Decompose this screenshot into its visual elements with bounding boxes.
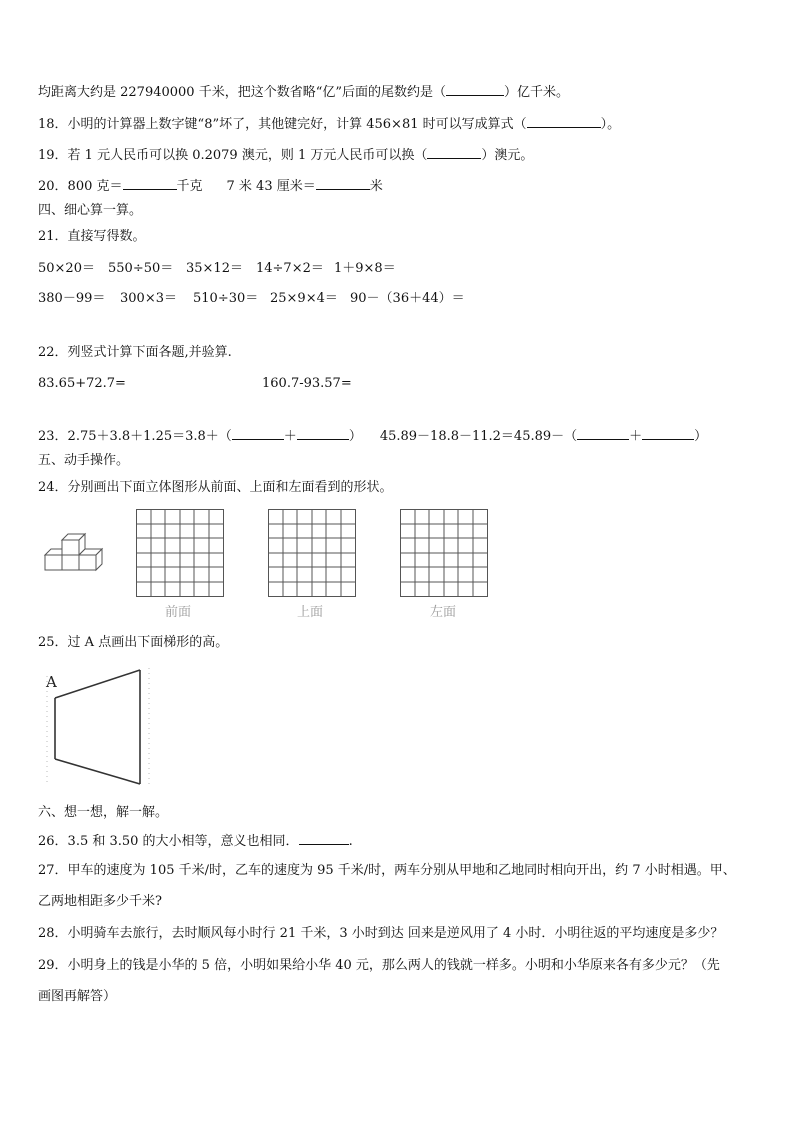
q20-part1-a: 20．800 克＝	[38, 179, 123, 194]
question-22-title: 22．列竖式计算下面各题,并验算.	[38, 345, 232, 360]
section-6-heading: 六、想一想，解一解。	[38, 805, 169, 820]
question-20	[38, 177, 383, 195]
q23-blank-4[interactable]	[642, 427, 694, 440]
q21-r1-c3: 35×12＝	[186, 261, 243, 276]
q18-text-b: ）。	[600, 117, 621, 132]
q20-part1-b: 千克	[176, 179, 203, 194]
q22-expression-1: 83.65+72.7=	[38, 376, 126, 391]
q26-answer-blank[interactable]	[299, 832, 349, 845]
q21-r1-c1: 50×20＝	[38, 261, 95, 276]
q21-r2-c3: 510÷30＝	[193, 291, 259, 306]
q19-text-b: ）澳元。	[481, 148, 534, 163]
q17-text-b: ）亿千米。	[504, 85, 570, 100]
question-25-title: 25．过 A 点画出下面梯形的高。	[38, 635, 229, 650]
q23-blank-3[interactable]	[577, 427, 629, 440]
q23-part1-close: ）	[348, 429, 362, 444]
section-4-heading: 四、细心算一算。	[38, 203, 143, 218]
question-21-title: 21．直接写得数。	[38, 229, 146, 244]
question-19	[38, 146, 533, 164]
q21-r2-c1: 380－99＝	[38, 291, 106, 306]
q20-part2-a: 7 米 43 厘米＝	[226, 179, 316, 194]
q18-text-a: 18．小明的计算器上数字键“8”坏了，其他键完好，计算 456×81 时可以写成算式（	[38, 117, 527, 132]
left-view-label: 左面	[430, 605, 457, 620]
left-view-grid[interactable]	[400, 509, 488, 597]
q19-answer-blank[interactable]	[427, 146, 481, 159]
question-28: 28．小明骑车去旅行，去时顺风每小时行 21 千米，3 小时到达 回来是逆风用了 4 小时．小明往返的平均速度是多少？	[38, 926, 724, 941]
question-24-title: 24．分别画出下面立体图形从前面、上面和左面看到的形状。	[38, 480, 393, 495]
front-view-grid[interactable]	[136, 509, 224, 597]
front-view-label: 前面	[165, 605, 192, 620]
point-a-label: A	[46, 673, 57, 691]
q19-text-a: 19．若 1 元人民币可以换 0.2079 澳元，则 1 万元人民币可以换（	[38, 148, 428, 163]
q23-part1-plus: ＋	[283, 429, 297, 444]
trapezoid-figure[interactable]	[40, 664, 160, 796]
q20-blank-1[interactable]	[123, 177, 177, 190]
question-26	[38, 832, 353, 850]
question-29-line-2: 画图再解答）	[38, 989, 117, 1004]
q21-r2-c4: 25×9×4＝	[270, 291, 338, 306]
question-23	[38, 427, 707, 445]
q23-part1-a: 23．2.75＋3.8＋1.25＝3.8＋（	[38, 429, 232, 444]
q20-part2-b: 米	[369, 179, 383, 194]
q23-part2-a: 45.89－18.8－11.2＝45.89－（	[379, 429, 578, 444]
q23-blank-2[interactable]	[297, 427, 349, 440]
top-view-grid[interactable]	[268, 509, 356, 597]
q21-r1-c4: 14÷7×2＝	[256, 261, 324, 276]
question-17-line	[38, 83, 569, 101]
q23-blank-1[interactable]	[232, 427, 284, 440]
q20-blank-2[interactable]	[316, 177, 370, 190]
q23-part2-close: ）	[694, 429, 708, 444]
q23-part2-plus: ＋	[629, 429, 643, 444]
question-27-line-2: 乙两地相距多少千米?	[38, 894, 162, 909]
q17-text-a: 均距离大约是 227940000 千米，把这个数省略“亿”后面的尾数约是（	[38, 85, 446, 100]
q21-r2-c5: 90－（36＋44）＝	[350, 291, 465, 306]
question-29-line-1: 29．小明身上的钱是小华的 5 倍，小明如果给小华 40 元，那么两人的钱就一样多。小明和小华原来各有多少元？（先	[38, 958, 720, 973]
question-18	[38, 115, 620, 133]
q18-answer-blank[interactable]	[527, 115, 601, 128]
q26-text-a: 26．3.5 和 3.50 的大小相等，意义也相同．	[38, 834, 299, 849]
q21-r2-c2: 300×3＝	[120, 291, 177, 306]
question-27-line-1: 27．甲车的速度为 105 千米/时，乙车的速度为 95 千米/时，两车分别从甲地和乙地同时相向开出，约 7 小时相遇。甲、	[38, 863, 736, 878]
cube-solid-figure	[40, 528, 110, 578]
q21-r1-c2: 550÷50＝	[108, 261, 174, 276]
top-view-label: 上面	[297, 605, 324, 620]
q26-text-b: .	[348, 834, 353, 849]
q21-r1-c5: 1＋9×8＝	[334, 261, 396, 276]
q17-answer-blank[interactable]	[446, 83, 504, 96]
q22-expression-2: 160.7-93.57=	[262, 376, 352, 391]
section-5-heading: 五、动手操作。	[38, 453, 130, 468]
